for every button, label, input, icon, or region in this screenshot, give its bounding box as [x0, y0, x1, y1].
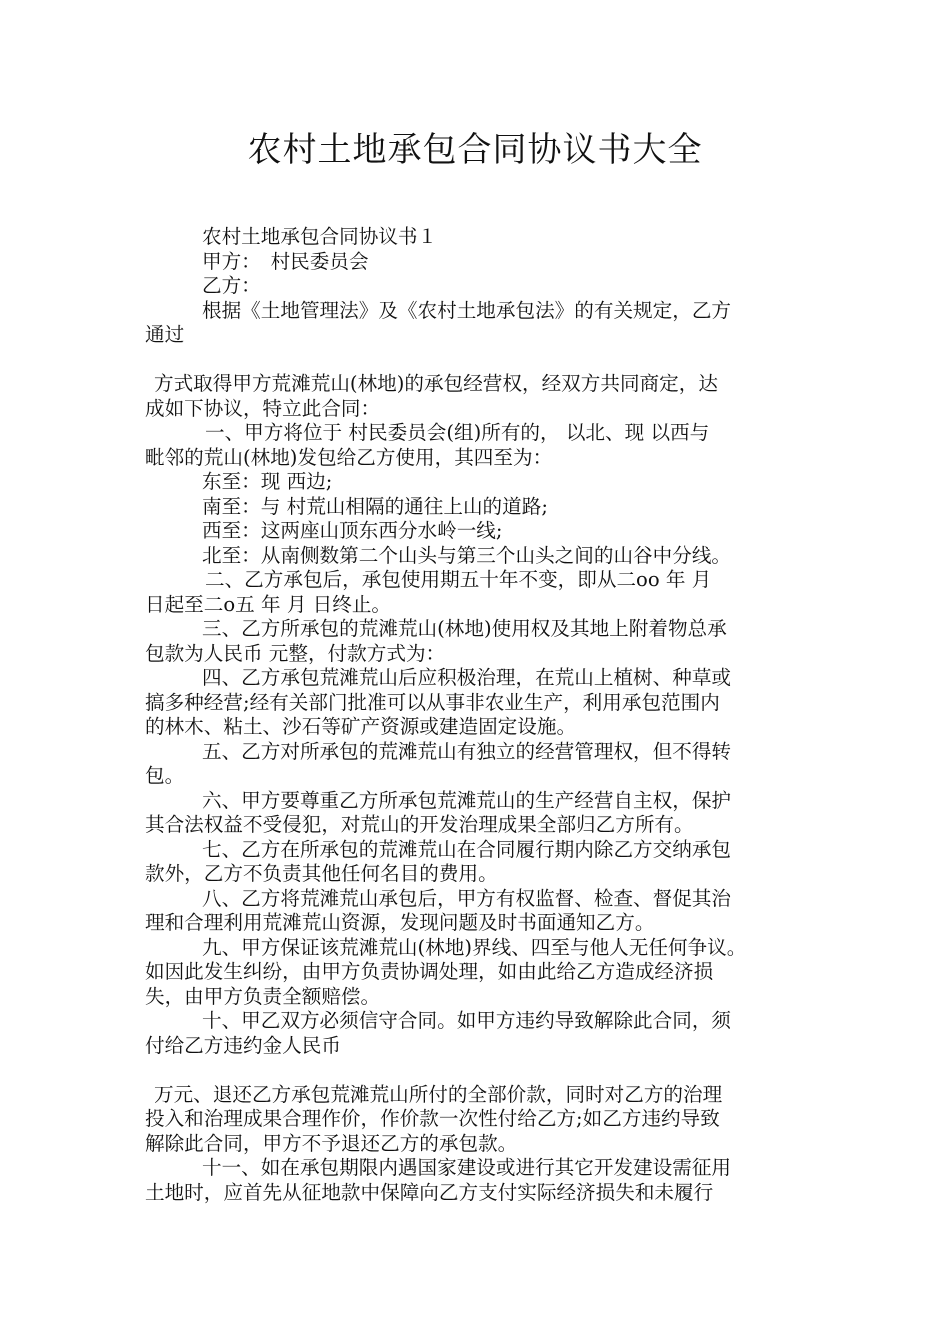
- text-line: 款外，乙方不负责其他任何名目的费用。: [145, 862, 498, 885]
- document-body: [145, 225, 810, 1205]
- document-title: 农村土地承包合同协议书大全: [247, 130, 703, 170]
- text-line: 如因此发生纠纷，由甲方负责协调处理，如由此给乙方造成经济损: [145, 960, 714, 983]
- text-line: 土地时，应首先从征地款中保障向乙方支付实际经济损失和未履行: [145, 1180, 714, 1204]
- blank-line: [145, 1058, 810, 1083]
- text-line: 一、甲方将位于 村民委员会(组)所有的， 以北、现 以西与: [205, 421, 710, 444]
- text-line: 付给乙方违约金人民币: [145, 1033, 341, 1057]
- text-line: 投入和治理成果合理作价，作价款一次性付给乙方;如乙方违约导致: [145, 1107, 720, 1130]
- text-line: 西至：这两座山顶东西分水岭一线;: [202, 519, 503, 542]
- text-line: 南至：与 村荒山相隔的通往上山的道路;: [202, 494, 548, 518]
- text-line: 理和合理利用荒滩荒山资源，发现问题及时书面通知乙方。: [145, 911, 655, 934]
- text-line: 方式取得甲方荒滩荒山(林地)的承包经营权，经双方共同商定，达: [154, 372, 718, 395]
- text-line: 东至：现 西边;: [202, 470, 333, 493]
- text-line: 包款为人民币 元整，付款方式为：: [145, 641, 446, 665]
- text-line: 解除此合同，甲方不予退还乙方的承包款。: [145, 1131, 518, 1155]
- text-line: 通过: [145, 323, 185, 346]
- text-line: 五、乙方对所承包的荒滩荒山有独立的经营管理权，但不得转: [202, 739, 732, 763]
- text-line: 四、乙方承包荒滩荒山后应积极治理，在荒山上植树、种草或: [202, 666, 732, 689]
- text-line: 成如下协议，特立此合同：: [145, 396, 381, 420]
- blank-line: [145, 348, 810, 373]
- text-line: 的林木、粘土、沙石等矿产资源或建造固定设施。: [145, 715, 577, 738]
- text-line: 毗邻的荒山(林地)发包给乙方使用，其四至为：: [145, 445, 553, 469]
- text-line: 日起至二o五 年 月 日终止。: [145, 592, 392, 616]
- text-line: 十、甲乙双方必须信守合同。如甲方违约导致解除此合同，须: [202, 1009, 732, 1032]
- text-line: 失，由甲方负责全额赔偿。: [145, 984, 381, 1008]
- text-line: 十一、如在承包期限内遇国家建设或进行其它开发建设需征用: [202, 1156, 732, 1179]
- text-line: 七、乙方在所承包的荒滩荒山在合同履行期内除乙方交纳承包: [202, 837, 732, 861]
- text-line: 北至：从南侧数第二个山头与第三个山头之间的山谷中分线。: [202, 543, 732, 567]
- text-line: 搞多种经营;经有关部门批准可以从事非农业生产，利用承包范围内: [145, 690, 720, 714]
- text-line: 农村土地承包合同协议书１: [202, 225, 438, 248]
- text-line: 乙方：: [202, 274, 261, 297]
- text-line: 九、甲方保证该荒滩荒山(林地)界线、四至与他人无任何争议。: [202, 935, 747, 959]
- text-line: 八、乙方将荒滩荒山承包后，甲方有权监督、检查、督促其治: [202, 886, 732, 910]
- text-line: 包。: [145, 764, 185, 787]
- text-line: 其合法权益不受侵犯，对荒山的开发治理成果全部归乙方所有。: [145, 813, 694, 836]
- text-line: 二、乙方承包后，承包使用期五十年不变，即从二oo 年 月: [205, 568, 712, 591]
- text-line: 根据《土地管理法》及《农村土地承包法》的有关规定，乙方: [202, 298, 732, 322]
- text-line: 三、乙方所承包的荒滩荒山(林地)使用权及其地上附着物总承: [202, 617, 727, 640]
- text-line: 万元、退还乙方承包荒滩荒山所付的全部价款，同时对乙方的治理: [154, 1082, 723, 1106]
- text-line: 六、甲方要尊重乙方所承包荒滩荒山的生产经营自主权，保护: [202, 788, 732, 812]
- text-line: 甲方： 村民委员会: [202, 249, 369, 273]
